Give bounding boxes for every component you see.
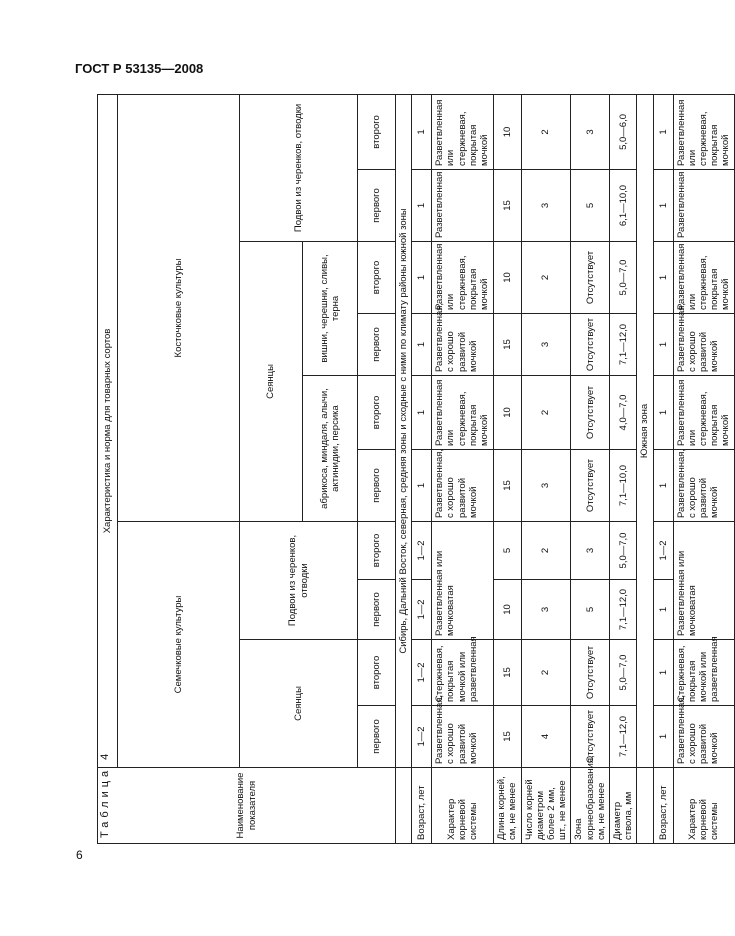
cell: 1 [653, 242, 673, 314]
cell: 6,1—10,0 [610, 170, 637, 242]
cell: Отсутствует [571, 376, 610, 450]
cell: 1 [653, 640, 673, 706]
rotated-table-wrapper [97, 95, 732, 844]
table-row [412, 94, 432, 843]
cell: 5 [571, 580, 610, 640]
cell: 10 [494, 242, 521, 314]
header-characteristic: Характеристика и норма для товарных сортов [98, 94, 118, 767]
table-row [432, 94, 494, 843]
header-cherry: вишни, черешни, сливы, терна [303, 242, 358, 376]
cell: Стержневая, покрытая мочкой или разветвленная [432, 640, 494, 706]
header-pome-rootstocks: Подвои из черенков, отводки [240, 522, 358, 640]
cell: 1 [412, 242, 432, 314]
header-pome-seedlings: Сеянцы [240, 640, 358, 768]
row-label: Характер корневой системы [673, 768, 734, 844]
table-row [521, 94, 571, 843]
cell: 10 [494, 376, 521, 450]
cell: Разветвленная [432, 170, 494, 242]
document-header: ГОСТ Р 53135—2008 [75, 61, 204, 76]
cell: 1 [653, 706, 673, 768]
cell: Разветвленная или мочковатая [673, 522, 734, 640]
cell: Отсутствует [571, 706, 610, 768]
cell: 2 [521, 94, 571, 169]
cell: 2 [521, 376, 571, 450]
table-row [571, 94, 610, 843]
table-4 [97, 94, 735, 844]
cell: 7,1—12,0 [610, 706, 637, 768]
cell: 10 [494, 94, 521, 169]
cell: 2 [521, 640, 571, 706]
cell: 3 [521, 450, 571, 522]
header-stone-rootstocks: Подвои из черенков, отводки [240, 94, 358, 241]
cell: 1 [412, 450, 432, 522]
cell: 1 [653, 580, 673, 640]
cell: 3 [521, 170, 571, 242]
cell: 7,1—12,0 [610, 580, 637, 640]
cell: 5,0—6,0 [610, 94, 637, 169]
cell: Разветвленная или стержневая, покрытая мочкой [432, 94, 494, 169]
cell: 3 [521, 580, 571, 640]
cell: 3 [571, 94, 610, 169]
cell: 15 [494, 706, 521, 768]
cell: 1 [653, 94, 673, 169]
cell: 5,0—7,0 [610, 242, 637, 314]
cell: Разветвленная, с хорошо развитой мочкой [432, 706, 494, 768]
cell: Отсутствует [571, 450, 610, 522]
row-label: Характер корневой системы [432, 768, 494, 844]
cell: Разветвленная или стержневая, покрытая мочкой [432, 242, 494, 314]
table-row [673, 94, 734, 843]
cell: 1—2 [412, 706, 432, 768]
cell: Разветвленная, с хорошо развитой мочкой [673, 450, 734, 522]
cell: 1 [653, 376, 673, 450]
cell: 1—2 [412, 640, 432, 706]
table-caption: Таблица 4 [99, 749, 111, 838]
cell: Разветвленная, с хорошо развитой мочкой [673, 706, 734, 768]
cell: Разветвленная или стержневая, покрытая мочкой [432, 376, 494, 450]
table-row [610, 94, 637, 843]
header-pome: Семечковые культуры [118, 522, 240, 768]
cell: Разветвленная, с хорошо развитой мочкой [432, 314, 494, 376]
cell: Разветвленная, с хорошо развитой мочкой [673, 314, 734, 376]
cell: Разветвленная или мочковатая [432, 522, 494, 640]
cell: Стержневая, покрытая мочкой или разветвленная [673, 640, 734, 706]
cell: Отсутствует [571, 314, 610, 376]
cell: 1 [653, 450, 673, 522]
cell: Разветвленная или стержневая, покрытая мочкой [673, 94, 734, 169]
cell: 7,1—10,0 [610, 450, 637, 522]
row-label: Диаметр ствола, мм [610, 768, 637, 844]
header-grade-second: второго [358, 376, 396, 450]
cell: Разветвленная или стержневая, покрытая мочкой [673, 242, 734, 314]
cell: 5,0—7,0 [610, 640, 637, 706]
header-grade-first: первого [358, 450, 396, 522]
cell: 1 [653, 170, 673, 242]
cell: 2 [521, 522, 571, 580]
cell: 15 [494, 314, 521, 376]
header-grade-first: первого [358, 580, 396, 640]
row-label: Зона корнеобразования, см, не менее [571, 768, 610, 844]
row-label: Длина корней, см, не менее [494, 768, 521, 844]
header-grade-first: первого [358, 314, 396, 376]
cell: 4,0—7,0 [610, 376, 637, 450]
cell: 2 [521, 242, 571, 314]
row-label: Возраст, лет [412, 768, 432, 844]
page-number: 6 [76, 848, 83, 862]
cell: 1 [412, 314, 432, 376]
cell: 1—2 [412, 580, 432, 640]
zone-row: Сибирь, Дальний Восток, северная, средняя зоны и сходные с ними по климату районы южной зоны [396, 94, 412, 767]
cell: 10 [494, 580, 521, 640]
cell: 15 [494, 450, 521, 522]
header-apricot: абрикоса, миндаля, алычи, актинидии, персика [303, 376, 358, 522]
header-grade-second: второго [358, 522, 396, 580]
header-indicator-name: Наименование показателя [98, 768, 396, 844]
row-label: Возраст, лет [653, 768, 673, 844]
table-row [653, 94, 673, 843]
header-grade-second: второго [358, 94, 396, 169]
cell: Разветвленная или стержневая, покрытая мочкой [673, 376, 734, 450]
cell: 7,1—12,0 [610, 314, 637, 376]
cell: Разветвленная [673, 170, 734, 242]
cell: 3 [571, 522, 610, 580]
cell: Отсутствует [571, 242, 610, 314]
header-stone-seedlings: Сеянцы [240, 242, 303, 522]
cell: 5 [494, 522, 521, 580]
cell: 1 [412, 94, 432, 169]
cell: 4 [521, 706, 571, 768]
cell: 1 [412, 376, 432, 450]
zone-row: Южная зона [637, 94, 653, 767]
cell: 15 [494, 640, 521, 706]
row-label: Число корней диаметром более 2 мм, шт., не менее [521, 768, 571, 844]
cell: Отсутствует [571, 640, 610, 706]
cell: 1 [412, 170, 432, 242]
header-grade-second: второго [358, 640, 396, 706]
header-grade-second: второго [358, 242, 396, 314]
cell: Разветвленная, с хорошо развитой мочкой [432, 450, 494, 522]
cell: 3 [521, 314, 571, 376]
cell: 5,0—7,0 [610, 522, 637, 580]
cell: 1—2 [412, 522, 432, 580]
cell: 15 [494, 170, 521, 242]
cell: 1 [653, 314, 673, 376]
header-grade-first: первого [358, 706, 396, 768]
cell: 5 [571, 170, 610, 242]
header-stone: Косточковые культуры [118, 94, 240, 521]
cell: 1—2 [653, 522, 673, 580]
header-grade-first: первого [358, 170, 396, 242]
table-row [494, 94, 521, 843]
